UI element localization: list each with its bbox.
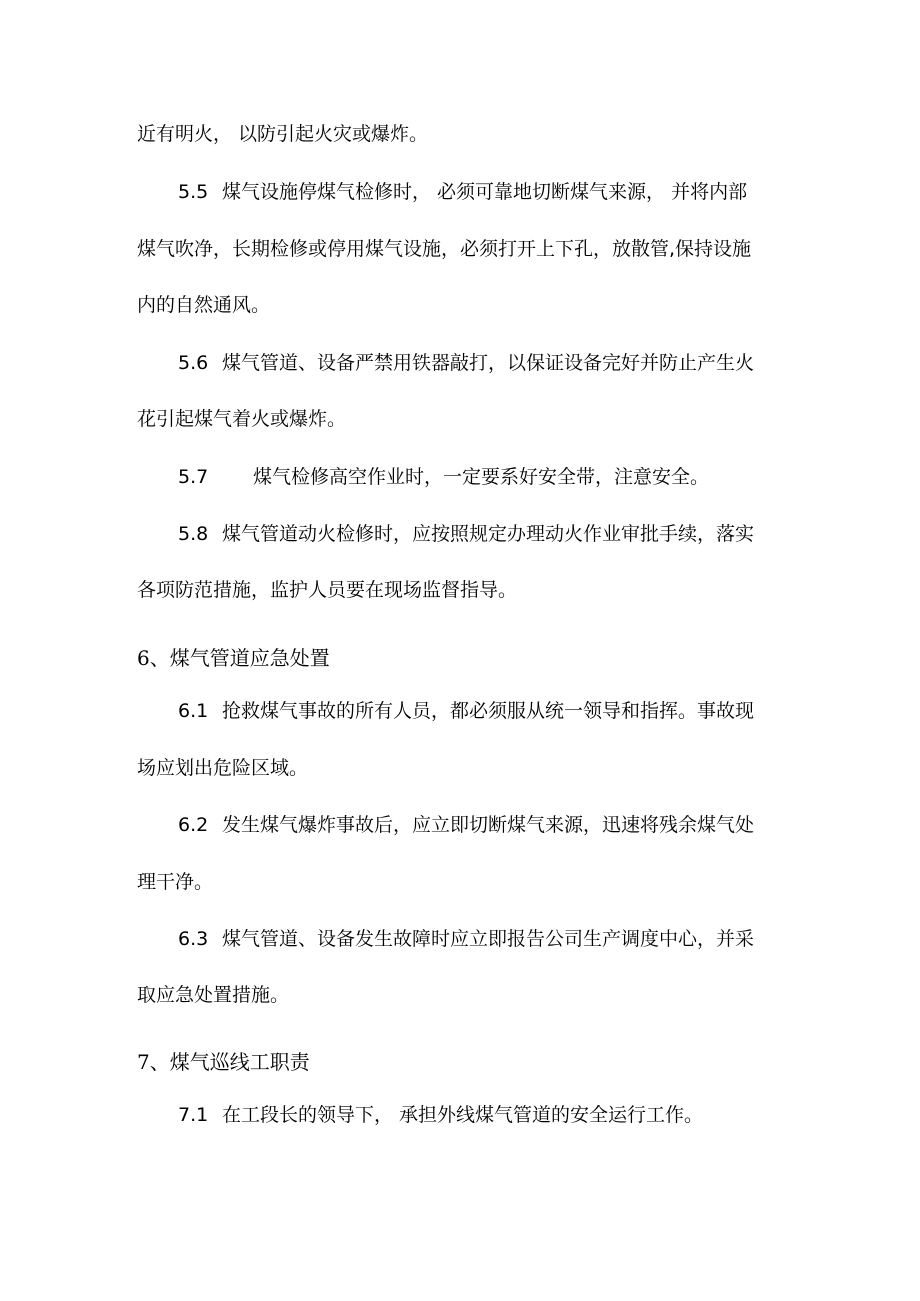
clause-text: 煤气管道、设备严禁用铁器敲打，以保证设备完好并防止产生火 [222, 352, 755, 374]
clause-text: 煤气设施停煤气检修时， 必须可靠地切断煤气来源， 并将内部 [222, 181, 748, 203]
clause-number: 6.1 [178, 700, 209, 722]
clause-text: 花引起煤气着火或爆炸。 [137, 408, 347, 430]
clause-text: 发生煤气爆炸事故后，应立即切断煤气来源，迅速将残余煤气处 [222, 814, 755, 836]
clause-text: 煤气管道动火检修时，应按照规定办理动火作业审批手续，落实 [222, 523, 755, 545]
section-heading-7: 7、煤气巡线工职责 [137, 1050, 310, 1074]
clause-5-5-line-3 [137, 291, 270, 319]
clause-text: 理干净。 [137, 871, 214, 893]
clause-5-8-line-2 [137, 576, 517, 604]
clause-6-3-line-1 [178, 925, 754, 953]
clause-number: 5.6 [178, 352, 209, 374]
clause-text: 取应急处置措施。 [137, 984, 290, 1006]
clause-5-6-line-2 [137, 405, 346, 433]
clause-6-1-line-1 [178, 697, 754, 725]
clause-5-5-line-2 [137, 235, 751, 263]
clause-6-3-line-2 [137, 981, 289, 1009]
clause-text: 内的自然通风。 [137, 294, 271, 316]
clause-number: 6.2 [178, 814, 209, 836]
clause-5-5-line-1 [178, 178, 747, 206]
paragraph-continuation [137, 120, 428, 148]
clause-text: 各项防范措施，监护人员要在现场监督指导。 [137, 579, 518, 601]
clause-number: 5.8 [178, 523, 209, 545]
clause-6-2-line-2 [137, 868, 213, 896]
section-heading-6: 6、煤气管道应急处置 [137, 646, 330, 670]
clause-number: 7.1 [178, 1104, 209, 1126]
clause-6-1-line-2 [137, 754, 308, 782]
clause-text: 场应划出危险区域。 [137, 757, 309, 779]
clause-6-2-line-1 [178, 811, 754, 839]
paragraph-text: 近有明火， 以防引起火灾或爆炸。 [137, 123, 429, 145]
clause-text: 煤气管道、设备发生故障时应立即报告公司生产调度中心，并采 [222, 928, 755, 950]
clause-7-1-line-1 [178, 1101, 703, 1129]
clause-number: 6.3 [178, 928, 209, 950]
clause-5-6-line-1 [178, 349, 754, 377]
clause-number: 5.5 [178, 181, 209, 203]
clause-text: 抢救煤气事故的所有人员，都必须服从统一领导和指挥。事故现 [222, 700, 755, 722]
clause-number: 5.7 [178, 466, 209, 488]
clause-text: 煤气吹净，长期检修或停用煤气设施，必须打开上下孔，放散管,保持设施 [137, 238, 752, 260]
clause-5-7-line-1 [178, 463, 709, 491]
clause-text: 在工段长的领导下， 承担外线煤气管道的安全运行工作。 [222, 1104, 704, 1126]
clause-text: 煤气检修高空作业时，一定要系好安全带，注意安全。 [253, 466, 710, 488]
clause-5-8-line-1 [178, 520, 754, 548]
